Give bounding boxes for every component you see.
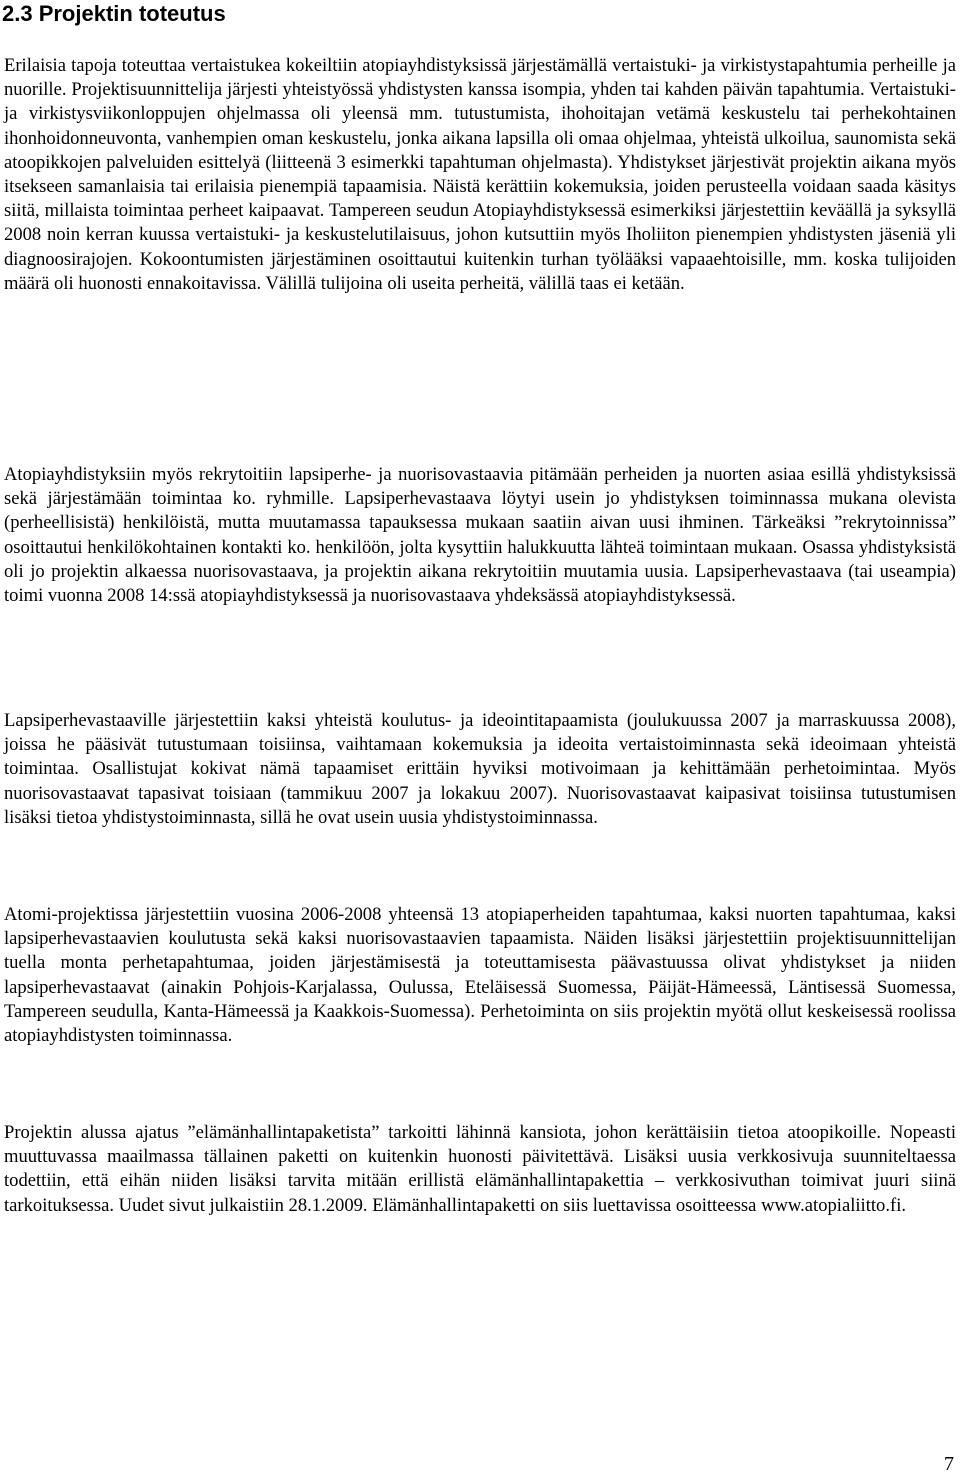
paragraph-summary: Atomi-projektissa järjestettiin vuosina 2006-2008 yhteensä 13 atopiaperheiden tapahtumaa, kaksi nuorten tapahtumaa, kaksi lapsiperhevastaavien koulutusta sekä kaksi nuorisovastaavien tapaamista. Näiden lisäksi järjestettiin projektisuunnittelijan tuella monta perhetapahtumaa, joiden järjestämisestä ja toteuttamisesta päävastuussa olivat yhdistykset ja niiden lapsiperhevastaavat (ainakin Pohjois-Karjalassa, Oulussa, Eteläisessä Suomessa, Päijät-Hämeessä, Läntisessä Suomessa, Tampereen seudulla, Kanta-Hämeessä ja Kaakkois-Suomessa). Perhetoiminta on siis projektin myötä ollut keskeisessä roolissa atopiayhdistysten toiminnassa. (4, 904, 956, 1047)
paragraph-project-events: Erilaisia tapoja toteuttaa vertaistukea kokeiltiin atopiayhdistyksissä järjestämällä vertaistuki- ja virkistystapahtumia perheille ja nuorille. Projektisuunnittelija järjesti yhteistyössä yhdistysten kanssa isompia, yhden tai kahden päivän tapahtumia. Vertaistuki- ja virkistysviikonloppujen ohjelmassa oli yleensä mm. tutustumista, ihohoitajan vetämä keskustelu tai perhekohtainen ihonhoidonneuvonta, vanhempien oman keskustelu, jonka aikana lapsilla oli omaa ohjelmaa, yhteistä ulkoilua, saunomista sekä atoopikkojen palveluiden esittelyä (liitteenä 3 esimerkki tapahtuman ohjelmasta). Yhdistykset järjestivät projektin aikana myös itsekseen samanlaisia tai erilaisia pienempiä tapaamisia. Näistä kerättiin kokemuksia, joiden perusteella voidaan saada käsitys siitä, millaista toimintaa perheet kaipaavat. Tampereen seudun Atopiayhdistyksessä esimerkiksi järjestettiin keväällä ja syksyllä 2008 noin kerran kuussa vertaistuki- ja keskustelutilaisuus, johon kutsuttiin myös Iholiiton pienempien yhdistysten jäseniä yli diagnoosirajojen. Kokoontumisten järjestäminen osoittautui kuitenkin turhan työlääksi vapaaehtoisille, mm. koska tulijoiden määrä oli huonosti ennakoitavissa. Välillä tulijoina oli useita perheitä, välillä taas ei ketään. (4, 55, 956, 294)
section-heading: 2.3 Projektin toteutus (2, 1, 226, 26)
paragraph-life-management-package: Projektin alussa ajatus ”elämänhallintapaketista” tarkoitti lähinnä kansiota, johon kerättäisiin tietoa atoopikoille. Nopeasti muuttuvassa maailmassa tällainen paketti on kuitenkin huonosti päivitettävä. Lisäksi uusia verkkosivuja suunniteltaessa todettiin, että eihän niiden lisäksi tarvita mitään erillistä elämänhallintapakettia – verkkosivuthan toimivat juuri siinä tarkoituksessa. Uudet sivut julkaistiin 28.1.2009. Elämänhallintapaketti on siis luettavissa osoitteessa www.atopialiitto.fi. (4, 1122, 956, 1216)
page-number: 7 (944, 1453, 954, 1475)
paragraph-recruitment: Atopiayhdistyksiin myös rekrytoitiin lapsiperhe- ja nuorisovastaavia pitämään perheiden ja nuorten asiaa esillä yhdistyksissä sekä järjestämään toimintaa ko. ryhmille. Lapsiperhevastaava löytyi usein jo yhdistyksen toiminnassa mukana olevista (perheellisistä) henkilöistä, mutta muutamassa tapauksessa mukaan saatiin aivan uusi ihminen. Tärkeäksi ”rekrytoinnissa” osoittautui henkilökohtainen kontakti ko. henkilöön, jolta kysyttiin halukkuutta lähteä toimintaan mukaan. Osassa yhdistyksistä oli jo projektin alkaessa nuorisovastaava, ja projektin aikana rekrytoitiin muutamia uusia. Lapsiperhevastaava (tai useampia) toimi vuonna 2008 14:ssä atopiayhdistyksessä ja nuorisovastaava yhdeksässä atopiayhdistyksessä. (4, 464, 956, 607)
paragraph-training: Lapsiperhevastaaville järjestettiin kaksi yhteistä koulutus- ja ideointitapaamista (joulukuussa 2007 ja marraskuussa 2008), joissa he pääsivät tutustumaan toisiinsa, vaihtamaan kokemuksia ja ideoita vertaistoiminnasta sekä ideoimaan yhteistä toimintaa. Osallistujat kokivat nämä tapaamiset erittäin hyviksi motivoimaan ja kehittämään perhetoimintaa. Myös nuorisovastaavat tapasivat toisiaan (tammikuu 2007 ja lokakuu 2007). Nuorisovastaavat kaipasivat toisiinsa tutustumisen lisäksi tietoa yhdistystoiminnasta, sillä he ovat usein uusia yhdistystoiminnassa. (4, 710, 956, 828)
